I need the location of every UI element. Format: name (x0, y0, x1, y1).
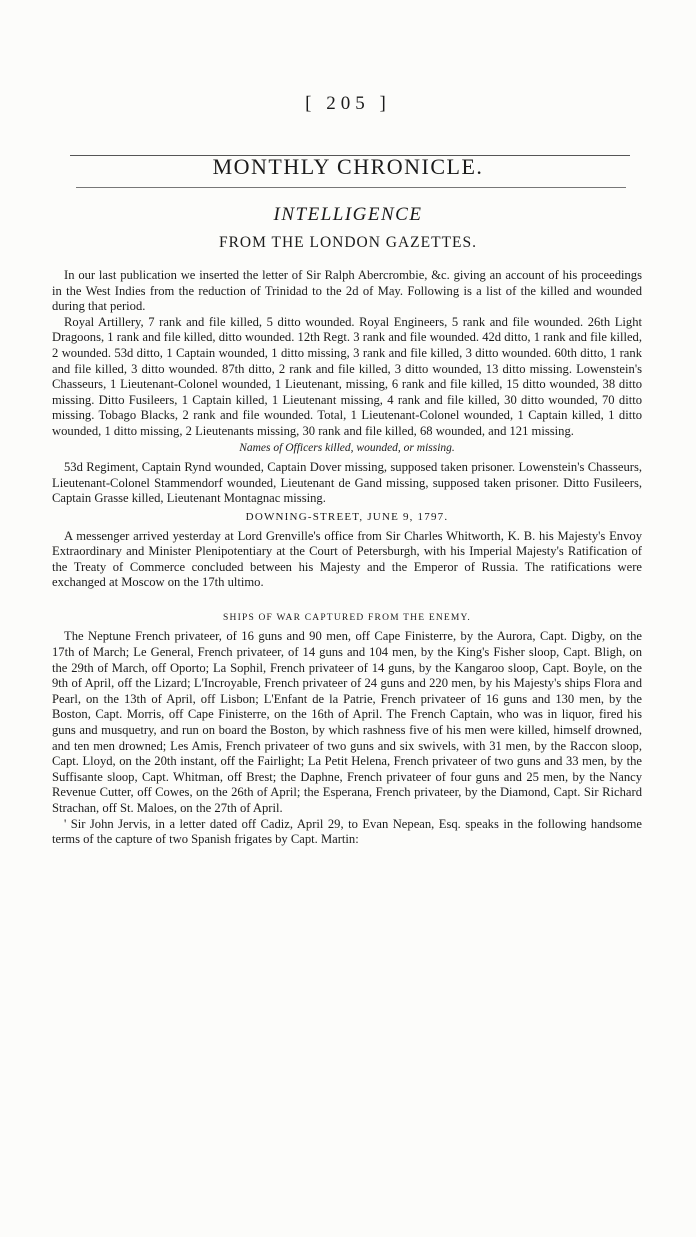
dateline: DOWNING-STREET, JUNE 9, 1797. (245, 510, 449, 523)
paragraph-ratification: A messenger arrived yesterday at Lord Grenville's office from Sir Charles Whitworth, K. B. his Majesty's Envoy Extraordinary and Minister Plenipotentiary at the Court of Petersburgh, with his Imperial Majesty's Ratification of the Treaty of Commerce concluded between his Majesty and the Emperor of Russia. The ratifications were exchanged at Moscow on the 17th ultimo. (52, 528, 642, 590)
paragraph-jervis-letter: ' Sir John Jervis, in a letter dated off Cadiz, April 29, to Evan Nepean, Esq. speaks in the following handsome terms of the capture of two Spanish frigates by Capt. Martin: (52, 816, 642, 847)
paragraph-officers: 53d Regiment, Captain Rynd wounded, Captain Dover missing, supposed taken prisoner. Lowenstein's Chasseurs, Lieutenant-Colonel Stammendorf wounded, Lieutenant de Gand missing, supposed taken prisoner. Ditto Fusileers, Captain Grasse killed, Lieutenant Montagnac missing. (52, 460, 642, 506)
article-body (52, 268, 642, 848)
page-number: [ 205 ] (305, 93, 391, 114)
section-spacer (52, 591, 642, 611)
officers-heading: Names of Officers killed, wounded, or missing. (239, 441, 455, 454)
chronicle-title: MONTHLY CHRONICLE. (212, 154, 484, 179)
ships-heading: SHIPS OF WAR CAPTURED FROM THE ENEMY. (223, 612, 471, 623)
intelligence-heading: INTELLIGENCE (273, 204, 423, 225)
paragraph-casualties: Royal Artillery, 7 rank and file killed, 5 ditto wounded. Royal Engineers, 5 rank and file wounded. 26th Light Dragoons, 1 rank and file killed, ditto wounded. 12th Regt. 3 rank and file wounded. 42d ditto, 1 rank and file killed, 2 wounded. 53d ditto, 1 Captain wounded, 1 ditto missing, 3 rank and file killed, 3 ditto wounded. 60th ditto, 1 rank and file killed, 3 ditto wounded. 87th ditto, 2 rank and file killed, 3 ditto wounded, 13 ditto missing. Lowenstein's Chasseurs, 1 Lieutenant-Colonel wounded, 1 Lieutenant, missing, 6 rank and file killed, 15 ditto wounded, 38 ditto missing. Ditto Fusileers, 1 Captain killed, 1 Lieutenant missing, 4 rank and file killed, 30 ditto wounded, 70 ditto missing. Tobago Blacks, 2 rank and file wounded. Total, 1 Lieutenant-Colonel wounded, 1 Captain killed, 1 ditto wounded, 1 ditto missing, 2 Lieutenants missing, 30 rank and file killed, 68 wounded, and 121 missing. (52, 314, 642, 438)
paragraph-ships-captured: The Neptune French privateer, of 16 guns and 90 men, off Cape Finisterre, by the Aurora, Capt. Digby, on the 17th of March; Le General, French privateer, of 14 guns and 104 men, by the King's Fisher sloop, Capt. Bligh, on the 29th of March, off Oporto; La Sophil, French privateer of 14 guns, by the Kangaroo sloop, Capt. Boyle, on the 9th of April, off the Lizard; L'Incroyable, French privateer of 24 guns and 220 men, by his Majesty's ships Flora and Pearl, on the 13th of April, off Lisbon; L'Enfant de la Patrie, French privateer of 16 guns and 130 men, by the Boston, Capt. Morris, off Cape Finisterre, on the 16th of April. The French Captain, who was in liquor, fired his guns and musquetry, and run on board the Boston, by which rashness five of his men were killed, himself drowned, and ten men drowned; Les Amis, French privateer of two guns and six swivels, with 31 men, by the Raccon sloop, Capt. Lloyd, on the 20th instant, off the Fairlight; La Petit Helena, French privateer of two guns and 33 men, by the Suffisante sloop, Capt. Whitman, off Brest; the Daphne, French privateer of four guns and 25 men, by the Nancy Revenue Cutter, off Cowes, on the 26th of April; the Esperana, French privateer, by the Diamond, Capt. Sir Richard Strachan, off St. Maloes, on the 27th of April. (52, 629, 642, 815)
paragraph-introduction: In our last publication we inserted the letter of Sir Ralph Abercrombie, &c. giving an account of his proceedings in the West Indies from the reduction of Trinidad to the 2d of May. Following is a list of the killed and wounded during that period. (52, 268, 642, 314)
title-underline (76, 187, 626, 188)
gazettes-heading: FROM THE LONDON GAZETTES. (218, 234, 478, 251)
